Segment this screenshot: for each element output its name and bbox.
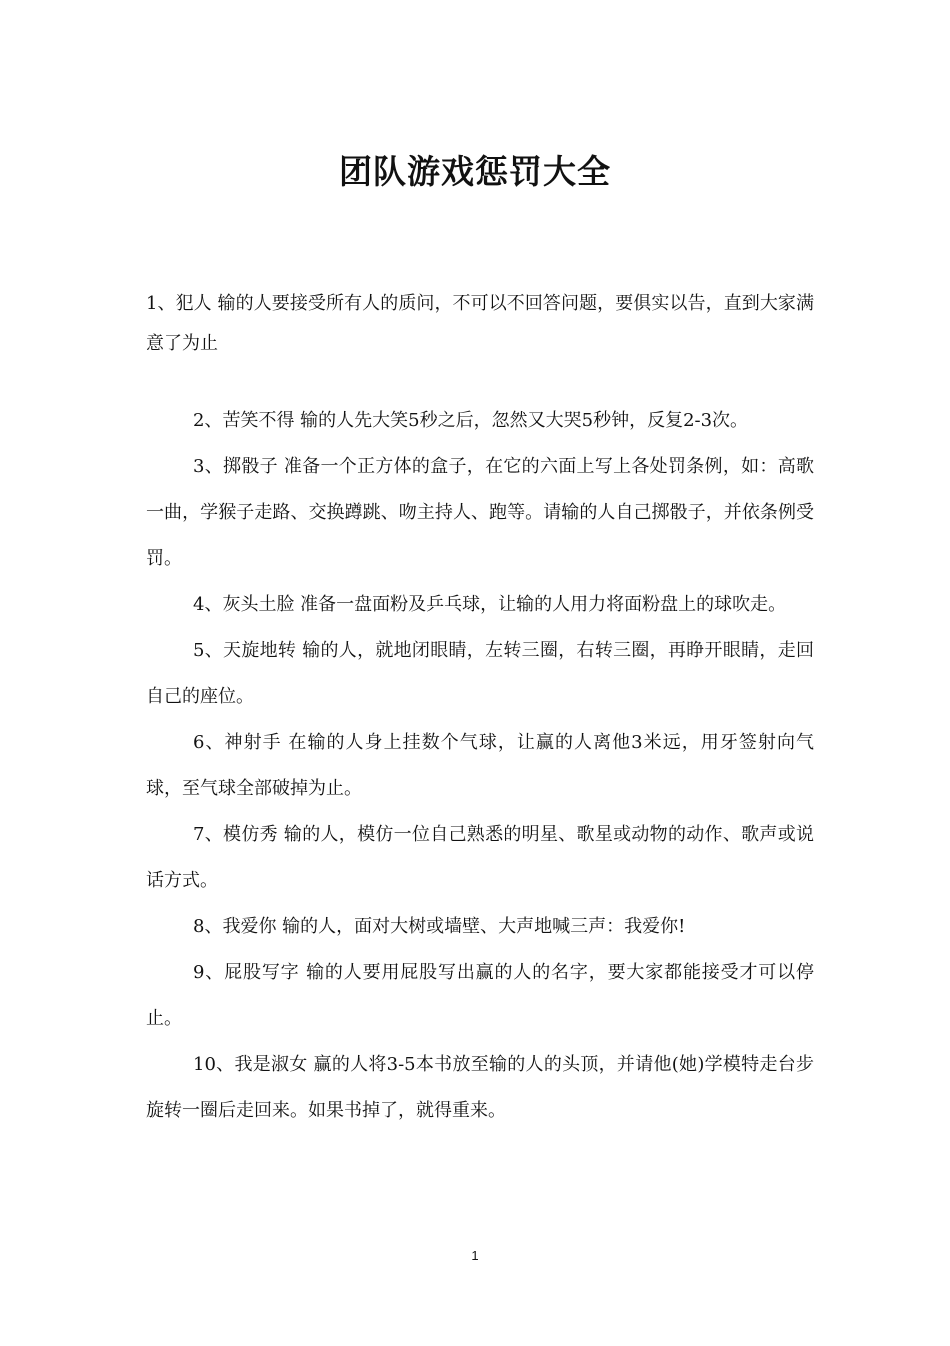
- paragraph-4: 4、灰头土脸 准备一盘面粉及乒乓球，让输的人用力将面粉盘上的球吹走。: [193, 594, 787, 615]
- paragraph-7: 7、模仿秀 输的人，模仿一位自己熟悉的明星、歌星或动物的动作、歌声或说话方式。: [146, 824, 814, 891]
- paragraph-9: 9、屁股写字 输的人要用屁股写出赢的人的名字，要大家都能接受才可以停止。: [146, 962, 814, 1029]
- paragraph-10: 10、我是淑女 赢的人将3-5本书放至输的人的头顶，并请他(她)学模特走台步旋转一圈后走回来。如果书掉了，就得重来。: [146, 1054, 814, 1121]
- paragraph-3: 3、掷骰子 准备一个正方体的盒子，在它的六面上写上各处罚条例，如：高歌一曲，学猴子走路、交换蹲跳、吻主持人、跑等。请输的人自己掷骰子，并依条例受罚。: [146, 456, 814, 569]
- page-number: 1: [471, 1248, 479, 1263]
- paragraph-1: 1、犯人 输的人要接受所有人的质问，不可以不回答问题，要俱实以告，直到大家满意了为止: [146, 293, 814, 354]
- paragraph-5: 5、天旋地转 输的人，就地闭眼睛，左转三圈，右转三圈，再睁开眼睛，走回自己的座位。: [146, 640, 814, 707]
- paragraph-2: 2、苦笑不得 输的人先大笑5秒之后，忽然又大哭5秒钟，反复2-3次。: [193, 410, 749, 431]
- document-title: 团队游戏惩罚大全: [339, 152, 611, 192]
- paragraph-6: 6、神射手 在输的人身上挂数个气球，让赢的人离他3米远，用牙签射向气球，至气球全部破掉为止。: [146, 732, 814, 799]
- document-body: [146, 284, 814, 1134]
- paragraph-spacer: [146, 364, 814, 398]
- paragraph-8: 8、我爱你 输的人，面对大树或墙壁、大声地喊三声：我爱你!: [193, 916, 686, 937]
